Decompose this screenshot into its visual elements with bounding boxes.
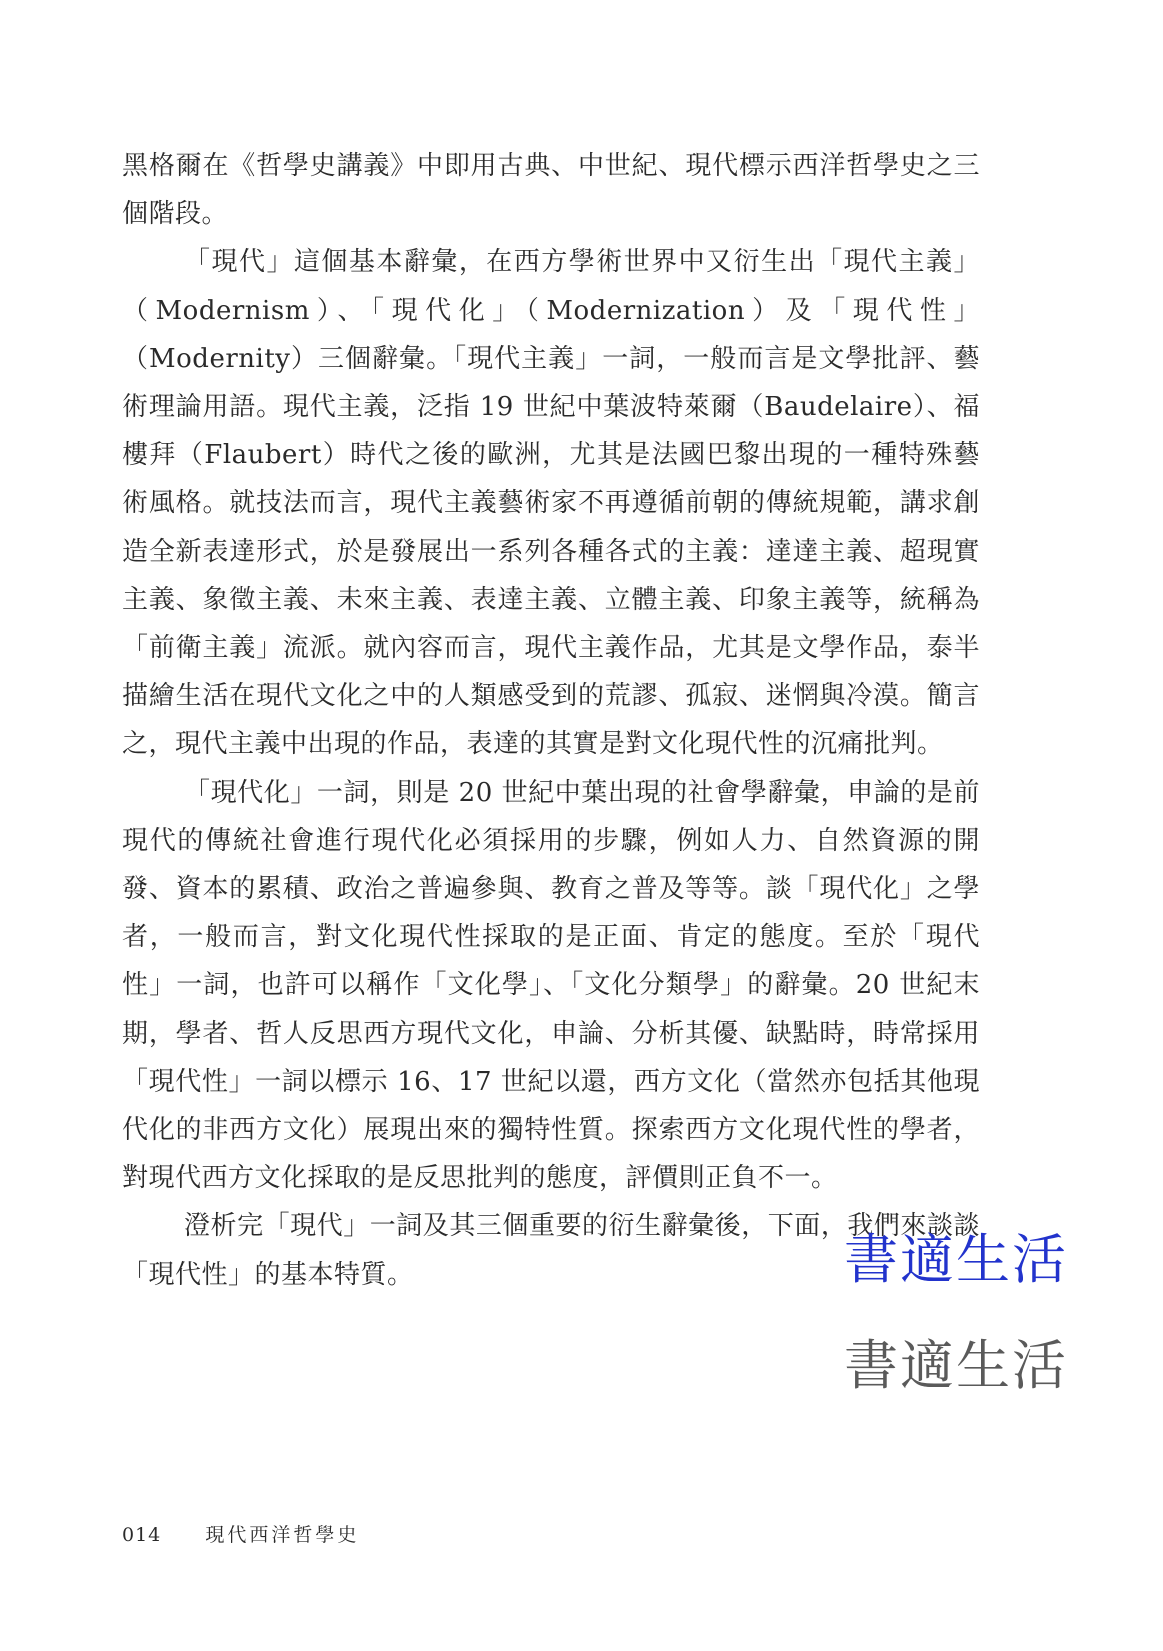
paragraph-modernization: 「現代化」一詞，則是 20 世紀中葉出現的社會學辭彙，申論的是前現代的傳統社會進行現代化必須採用的步驟，例如人力、自然資源的開發、資本的累積、政治之普遍參與、教育之普及等等。談「現代化」之學者，一般而言，對文化現代性採取的是正面、肯定的態度。至於「現代性」一詞，也許可以稱作「文化學」、「文化分類學」的辭彙。20 世紀末期，學者、哲人反思西方現代文化，申論、分析其優、缺點時，時常採用「現代性」一詞以標示 16、17 世紀以還，西方文化（當然亦包括其他現代化的非西方文化）展現出來的獨特性質。探索西方文化現代性的學者，對現代西方文化採取的是反思批判的態度，評價則正負不一。 [122, 777, 980, 1194]
running-title: 現代西洋哲學史 [205, 1524, 360, 1546]
paragraph-modernism: 「現代」這個基本辭彙，在西方學術世界中又衍生出「現代主義」（Modernism）、「現代化」（Modernization）及「現代性」（Modernity）三個辭彙。「現代主義」一詞，一般而言是文學批評、藝術理論用語。現代主義，泛指 19 世紀中葉波特萊爾（Baudelaire）、福樓拜（Flaubert）時代之後的歐洲，尤其是法國巴黎出現的一種特殊藝術風格。就技法而言，現代主義藝術家不再遵循前朝的傳統規範，講求創造全新表達形式，於是發展出一系列各種各式的主義：達達主義、超現實主義、象徵主義、未來主義、表達主義、立體主義、印象主義等，統稱為「前衛主義」流派。就內容而言，現代主義作品，尤其是文學作品，泰半描繪生活在現代文化之中的人類感受到的荒謬、孤寂、迷惘與冷漠。簡言之，現代主義中出現的作品，表達的其實是對文化現代性的沉痛批判。 [122, 247, 980, 760]
page-number: 014 [122, 1524, 162, 1546]
paragraph-continuation: 黑格爾在《哲學史講義》中即用古典、中世紀、現代標示西洋哲學史之三個階段。 [122, 151, 980, 230]
page-footer [122, 1520, 359, 1547]
watermark-gray: 書適生活 [844, 1334, 1068, 1397]
watermark-blue: 書適生活 [844, 1228, 1068, 1291]
body-text [122, 142, 980, 1299]
paragraph-conclusion: 澄析完「現代」一詞及其三個重要的衍生辭彙後，下面，我們來談談「現代性」的基本特質。 [122, 1211, 980, 1290]
